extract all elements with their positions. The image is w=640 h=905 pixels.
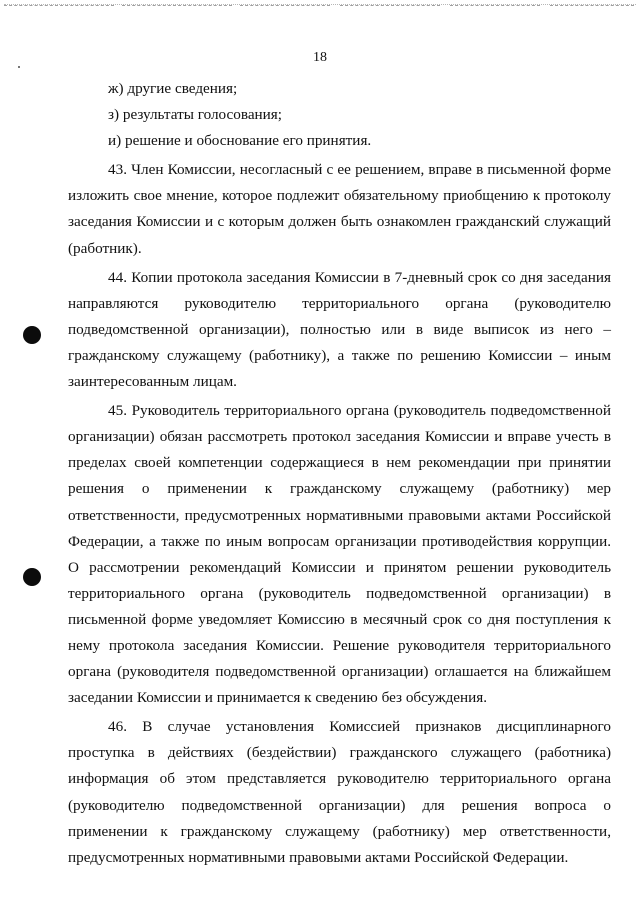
paragraph-44: 44. Копии протокола заседания Комиссии в 7-дневный срок со дня заседания направляются руководителю территориального органа (руководителю подведомственной организации), полностью или в виде выписок из него – гражданскому служащему (работнику), а также по решению Комиссии – иным заинтересованным лицам. [68,268,611,391]
paragraph-45: 45. Руководитель территориального органа (руководитель подведомственной организации) обязан рассмотреть протокол заседания Комиссии и вправе учесть в пределах своей компетенции содержащиеся в нем рекомендации при принятии решения о применении к гражданскому служащему (работнику) мер ответственности, предусмотренных нормативными правовыми актами Российской Федерации, а также по иным вопросам организации противодействия коррупции. О рассмотрении рекомендаций Комиссии и принятом решении руководитель территориального органа (руководитель подведомственной организации) в письменной форме уведомляет Комиссию в месячный срок со дня поступления к нему протокола заседания Комиссии. Решение руководителя территориального органа (руководителя подведомственной организации) оглашается на ближайшем заседании Комиссии и принимается к сведению без обсуждения. [68,402,611,707]
document-body [68,76,611,871]
paragraph-46: 46. В случае установления Комиссией признаков дисциплинарного проступка в действиях (бездействии) гражданского служащего (работника) информация об этом представляется руководителю территориального органа (руководителю подведомственной организации) для решения вопроса о применении к гражданскому служащему (работнику) мер ответственности, предусмотренных нормативными правовыми актами Российской Федерации. [68,718,611,866]
punch-hole-upper [23,326,41,344]
punch-hole-lower [23,568,41,586]
scan-speck [18,66,20,68]
paragraph-43: 43. Член Комиссии, несогласный с ее решением, вправе в письменной форме изложить свое мнение, которое подлежит обязательному приобщению к протоколу заседания Комиссии и с которым должен быть ознакомлен гражданский служащий (работник). [68,161,611,257]
scan-header-artifact [4,4,636,13]
list-item-i: и) решение и обоснование его принятия. [108,132,372,150]
list-item-zh: ж) другие сведения; [108,80,238,97]
page-number: 18 [313,50,327,65]
list-item-z: з) результаты голосования; [108,106,283,124]
